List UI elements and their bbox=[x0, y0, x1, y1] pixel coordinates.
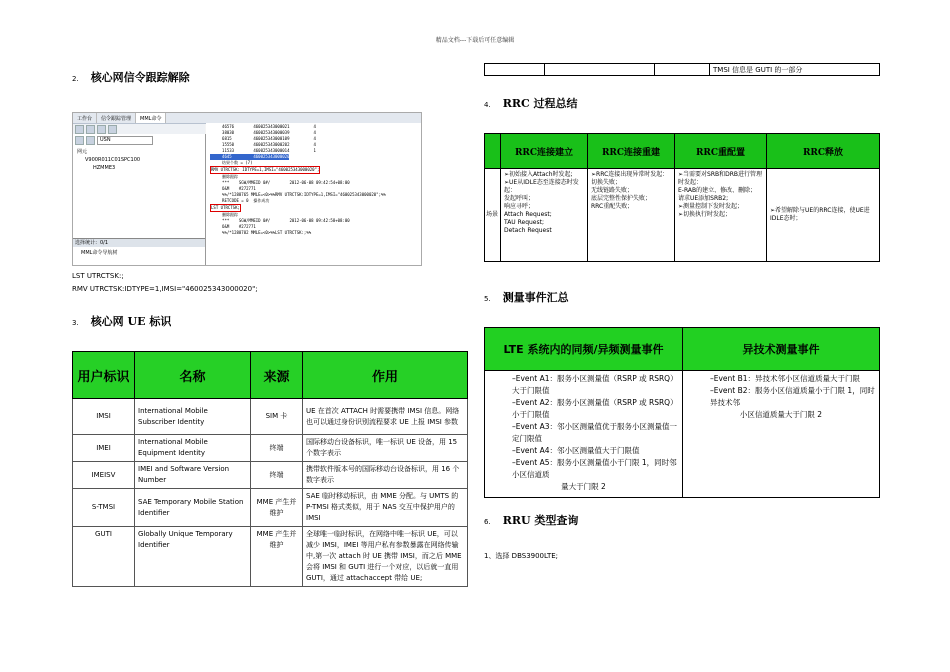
event-b1: –Event B1：异技术邻小区信道质量大于门限 bbox=[710, 374, 861, 383]
section-3-title bbox=[72, 313, 171, 329]
cell-usage: SAE 临时移动标识，由 MME 分配。与 UMTS 的 P-TMSI 格式类似，用于 NAS 交互中保护用户的 IMSI bbox=[303, 489, 468, 527]
event-a4: –Event A4：邻小区测量值大于门限值 bbox=[512, 446, 640, 455]
cell-line: RRC重配失败； bbox=[591, 203, 634, 210]
cell-id: GUTI bbox=[73, 527, 135, 587]
cell-line: Attach Request; bbox=[504, 211, 552, 218]
section-number: 6. bbox=[484, 518, 491, 526]
section-number: 2. bbox=[72, 75, 79, 83]
cell-line: TAU Request; bbox=[504, 219, 544, 226]
section-title-text: 测量事件汇总 bbox=[502, 291, 569, 304]
cell-line: ➢RRC连接出现异常时发起： bbox=[591, 171, 669, 178]
section-title-text: 核心网 UE 标识 bbox=[90, 315, 172, 328]
cell-setup bbox=[501, 169, 588, 262]
row-label: 场景 bbox=[485, 169, 501, 262]
mml-line: O&M #272771 bbox=[210, 186, 256, 191]
refresh-icon bbox=[86, 136, 95, 145]
col-header: RRC释放 bbox=[767, 134, 880, 169]
table-row bbox=[485, 169, 880, 262]
section-title-text: RRC 过程总结 bbox=[502, 97, 578, 110]
continued-table-row bbox=[484, 63, 880, 76]
mml-line: 结果个数 = (7) bbox=[210, 160, 253, 165]
mml-line: 4645 460025343000020 bbox=[210, 154, 290, 159]
cell-name: International Mobile Equipment Identity bbox=[135, 435, 251, 462]
table-row bbox=[73, 435, 468, 462]
cell-source: MME 产生并维护 bbox=[251, 527, 303, 587]
mml-screenshot bbox=[72, 112, 422, 266]
mml-line: 38030 460025343000039 4 bbox=[210, 130, 316, 135]
cell-line: Detach Request bbox=[504, 227, 552, 234]
mml-line: 6815 460025343000109 4 bbox=[210, 136, 316, 141]
cell-source: 终端 bbox=[251, 462, 303, 489]
empty-cell bbox=[545, 64, 655, 76]
section-4-title bbox=[484, 95, 578, 111]
ne-filter-row bbox=[73, 134, 205, 146]
bottom-status: 选择统计：0/1 bbox=[73, 239, 205, 247]
cell-source: 终端 bbox=[251, 435, 303, 462]
cell-name: International Mobile Subscriber Identity bbox=[135, 399, 251, 435]
table-row bbox=[73, 462, 468, 489]
rru-step-1: 1、选择 DBS3900LTE; bbox=[484, 552, 558, 560]
ue-id-table bbox=[72, 351, 468, 587]
mml-line: 46576 460025343000021 4 bbox=[210, 124, 316, 129]
tab-trace-manage: 信令跟踪管理 bbox=[97, 113, 136, 123]
section-5-title bbox=[484, 289, 569, 305]
command-rmv: RMV UTRCTSK:IDTYPE=1,IMSI="460025343000020"; bbox=[72, 285, 258, 293]
mml-output bbox=[206, 123, 421, 265]
toolbar-icon bbox=[97, 125, 106, 134]
event-a5: –Event A5：服务小区测量值小于门限 1，同时邻小区信道质 bbox=[512, 458, 677, 479]
mml-line: O&M #272771 bbox=[210, 224, 256, 229]
section-number: 4. bbox=[484, 101, 491, 109]
cell-usage: 全球唯一临时标识，在网络中唯一标识 UE，可以减少 IMSI，IMEI 等用户私有参数暴露在网络传输中,第一次 attach 时 UE 携带 IMSI，而之后 MME 会将 IMSI 和 GUTI 进行一个对应，以后就一直用 GUTI，通过 attachaccept 带给 UE; bbox=[303, 527, 468, 587]
tree-leaf: HZMME3 bbox=[93, 165, 116, 171]
tab-workbench: 工作台 bbox=[73, 113, 97, 123]
toolbar-icon bbox=[86, 125, 95, 134]
col-header: 名称 bbox=[135, 352, 251, 399]
event-a5-cont: 量大于门限 2 bbox=[561, 482, 606, 491]
cell-line: ➢测量控制下发时发起； bbox=[678, 203, 744, 210]
tree-node: V900R011C01SPC100 bbox=[85, 157, 141, 163]
cell-usage: TMSI 信息是 GUTI 的一部分 bbox=[710, 64, 880, 76]
col-header: 作用 bbox=[303, 352, 468, 399]
mml-line: RETCODE = 0 操作成功 bbox=[210, 198, 270, 203]
toolbar-icon bbox=[75, 125, 84, 134]
cell-line: ➢希望解除与UE的RRC连接，使UE进IDLE态时； bbox=[770, 207, 870, 222]
cell-usage: 携带软件版本号的国际移动台设备标识，用 16 个数字表示 bbox=[303, 462, 468, 489]
cell-usage: UE 在首次 ATTACH 时需要携带 IMSI 信息。网络也可以通过身份识别流程要求 UE 上报 IMSI 参数 bbox=[303, 399, 468, 435]
toolbar-icon bbox=[108, 125, 117, 134]
cell-name: Globally Unique Temporary Identifier bbox=[135, 527, 251, 587]
cell-line: ➢当需要对SRB和DRB进行管理时发起： bbox=[678, 171, 763, 186]
cell-line: 请求UE添加SRB2; bbox=[678, 195, 729, 202]
cell-source: SIM 卡 bbox=[251, 399, 303, 435]
filter-icon bbox=[75, 136, 84, 145]
mml-line: %%/*1288765 MMLE=<0>%%RMV UTRCTSK:IDTYPE=1,IMSI="460025343000020";%% bbox=[210, 192, 386, 197]
cell-line: ➢UE从IDLE态至连接态时发起： bbox=[504, 179, 579, 194]
section-number: 3. bbox=[72, 319, 79, 327]
cell-line: 底层完整性保护失败； bbox=[591, 195, 652, 202]
measurement-table bbox=[484, 327, 880, 498]
col-header: RRC连接重建 bbox=[588, 134, 675, 169]
col-header: LTE 系统内的同频/异频测量事件 bbox=[485, 328, 683, 371]
tab-mml: MML命令 bbox=[136, 113, 166, 123]
cell-usage: 国际移动台设备标识，唯一标识 UE 设备，用 15 个数字表示 bbox=[303, 435, 468, 462]
section-title-text: RRU 类型查询 bbox=[502, 514, 579, 527]
intra-lte-events bbox=[485, 371, 683, 498]
mml-line: *** SGW/MMEID 0#/ 2012-06-08 09:42:58+08:00 bbox=[210, 218, 350, 223]
cell-line: 无线链路失败； bbox=[591, 187, 634, 194]
section-2-title bbox=[72, 69, 190, 85]
table-row bbox=[73, 489, 468, 527]
ne-tree-pane bbox=[73, 134, 206, 265]
table-row bbox=[485, 371, 880, 498]
cell-line: ➢切换执行时发起； bbox=[678, 211, 732, 218]
ne-type-combo: USN bbox=[97, 136, 153, 145]
mml-line: RMV UTRCTSK: IDTYPE=1,IMSI="460025343000020"; bbox=[211, 167, 320, 172]
mml-line: %%/*1288782 MMLE=<0>%%LST UTRCTSK:;%% bbox=[210, 230, 312, 235]
ne-tree bbox=[73, 146, 205, 174]
col-header: RRC重配置 bbox=[675, 134, 767, 169]
section-title-text: 核心网信令跟踪解除 bbox=[90, 71, 190, 84]
header-note: 精品文档---下载后可任意编辑 bbox=[435, 37, 515, 44]
tree-root: 网元 bbox=[77, 149, 88, 155]
bottom-pane bbox=[73, 238, 205, 266]
table-row bbox=[485, 64, 880, 76]
mml-nav-tree-item: MML命令导航树 bbox=[81, 250, 118, 256]
cell-source: MME 产生并维护 bbox=[251, 489, 303, 527]
col-header: 异技术测量事件 bbox=[683, 328, 880, 371]
table-header-row bbox=[73, 352, 468, 399]
cell-id: IMSI bbox=[73, 399, 135, 435]
table-header-row bbox=[485, 134, 880, 169]
cell-id: IMEI bbox=[73, 435, 135, 462]
corner-cell bbox=[485, 134, 501, 169]
mml-line: *** SGW/MMEID 0#/ 2012-06-08 09:42:54+08:00 bbox=[210, 180, 350, 185]
table-row bbox=[73, 399, 468, 435]
mml-line: LST UTRCTSK; bbox=[211, 205, 240, 210]
rrc-table bbox=[484, 133, 880, 262]
empty-cell bbox=[655, 64, 710, 76]
command-lst: LST UTRCTSK:; bbox=[72, 272, 124, 280]
inter-rat-events bbox=[683, 371, 880, 498]
table-header-row bbox=[485, 328, 880, 371]
table-row bbox=[73, 527, 468, 587]
cell-line: 切换失败； bbox=[591, 179, 622, 186]
col-header: 用户标识 bbox=[73, 352, 135, 399]
mml-line: 删除跟踪 bbox=[210, 212, 239, 217]
cell-name: IMEI and Software Version Number bbox=[135, 462, 251, 489]
section-6-title bbox=[484, 512, 578, 528]
cell-line: ➢初始接入Attach时发起; bbox=[504, 171, 573, 178]
mml-line: 15550 460025343000202 4 bbox=[210, 142, 316, 147]
cell-reconfig bbox=[675, 169, 767, 262]
cell-id: S-TMSI bbox=[73, 489, 135, 527]
cell-name: SAE Temporary Mobile Station Identifier bbox=[135, 489, 251, 527]
cell-line: E-RAB的建立、修改、删除； bbox=[678, 187, 757, 194]
cell-line: 响应寻呼； bbox=[504, 203, 535, 210]
mml-line: 11533 460025343000014 1 bbox=[210, 148, 316, 153]
mml-line: 删除跟踪 bbox=[210, 174, 239, 179]
empty-cell bbox=[485, 64, 545, 76]
col-header: 来源 bbox=[251, 352, 303, 399]
cell-reestablish bbox=[588, 169, 675, 262]
section-number: 5. bbox=[484, 295, 491, 303]
event-a3: –Event A3：邻小区测量值优于服务小区测量值一定门限值 bbox=[512, 422, 678, 443]
cell-line: 发起呼叫； bbox=[504, 195, 535, 202]
col-header: RRC连接建立 bbox=[501, 134, 588, 169]
event-b2: –Event B2：服务小区信道质量小于门限 1，同时异技术邻 bbox=[710, 386, 875, 407]
event-a2: –Event A2：服务小区测量值（RSRP 或 RSRQ）小于门限值 bbox=[512, 398, 678, 419]
cell-id: IMEISV bbox=[73, 462, 135, 489]
event-a1: –Event A1：服务小区测量值（RSRP 或 RSRQ）大于门限值 bbox=[512, 374, 678, 395]
event-b2-cont: 小区信道质量大于门限 2 bbox=[739, 410, 823, 419]
cell-release bbox=[767, 169, 880, 262]
